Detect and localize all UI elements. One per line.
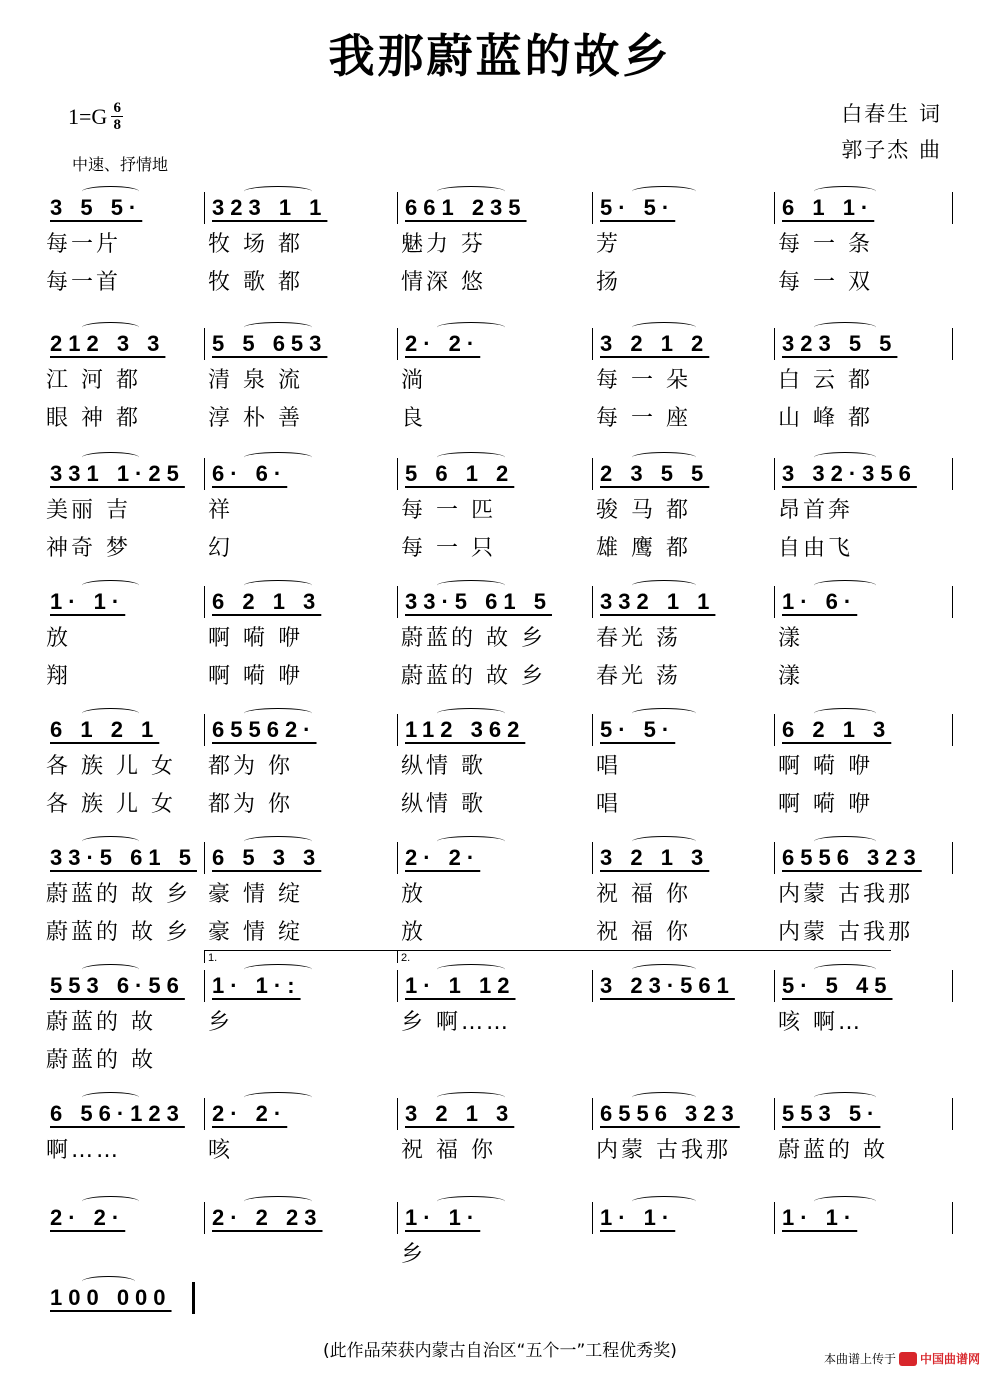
lyric-line-verse-1 — [42, 748, 952, 786]
notation-line — [42, 1196, 952, 1236]
slur-mark — [82, 1196, 139, 1207]
lyric-segment: 都为 你 — [208, 754, 293, 779]
lyric-segment: 蔚蓝的 故 — [778, 1138, 888, 1163]
barline — [204, 192, 205, 224]
lyric-line-verse-2 — [42, 1042, 952, 1080]
measure-notes: 6556 323 — [600, 1101, 740, 1126]
barline — [397, 192, 398, 224]
lyricist-credit: 白春生 词 — [841, 102, 942, 126]
measure-notes: 553 6·56 — [50, 973, 185, 998]
measure-notes: 6 1 1· — [782, 195, 875, 220]
notation-line — [42, 322, 952, 362]
award-footnote: (此作品荣获内蒙古自治区“五个一”工程优秀奖) — [323, 1341, 677, 1361]
lyric-segment: 眼 神 都 — [46, 406, 141, 431]
lyric-line-verse-2 — [42, 400, 952, 438]
measure-notes: 1· 1· — [600, 1205, 676, 1230]
lyric-segment: 祝 福 你 — [596, 920, 691, 945]
lyric-segment: 自由飞 — [778, 536, 854, 561]
barline — [397, 842, 398, 874]
tempo-marking: 中速、抒情地 — [72, 155, 169, 174]
lyric-segment: 各 族 儿 女 — [46, 754, 176, 779]
notation-line — [42, 452, 952, 492]
measure-notes: 100 000 — [50, 1285, 172, 1310]
barline — [952, 328, 953, 360]
lyric-segment: 白 云 都 — [778, 368, 873, 393]
barline — [774, 328, 775, 360]
lyric-segment: 啊 嗬 咿 — [778, 792, 873, 817]
lyric-segment: 清 泉 流 — [208, 368, 303, 393]
slur-mark — [244, 964, 312, 975]
slur-mark — [244, 452, 312, 463]
lyric-line-verse-1 — [42, 1236, 952, 1274]
barline — [952, 1202, 953, 1234]
measure-notes: 3 23·561 — [600, 973, 735, 998]
measure-notes: 1· 1· — [782, 1205, 858, 1230]
notation-line — [42, 186, 952, 226]
slur-mark — [632, 580, 696, 591]
lyric-segment: 春光 荡 — [596, 664, 681, 689]
lyric-segment: 每 一 条 — [778, 232, 873, 257]
lyric-segment: 内蒙 古我那 — [778, 920, 913, 945]
lyric-segment: 都为 你 — [208, 792, 293, 817]
barline — [952, 842, 953, 874]
barline — [204, 970, 205, 1002]
measure-notes: 2 3 5 5 — [600, 461, 710, 486]
slur-mark — [632, 708, 696, 719]
lyric-segment: 豪 情 绽 — [208, 882, 303, 907]
barline — [774, 458, 775, 490]
lyric-segment: 唱 — [596, 792, 622, 817]
measure-notes: 1· 1· — [50, 589, 126, 614]
barline — [592, 1202, 593, 1234]
slur-mark — [82, 322, 139, 333]
lyric-segment: 江 河 都 — [46, 368, 141, 393]
slur-mark — [437, 964, 505, 975]
barline — [397, 970, 398, 1002]
measure-notes: 6· 6· — [212, 461, 288, 486]
lyric-segment: 幻 — [208, 536, 234, 561]
measure-notes: 5· 5 45 — [782, 973, 893, 998]
lyric-line-verse-1 — [42, 620, 952, 658]
barline — [397, 1202, 398, 1234]
measure-notes: 33·5 61 5 — [405, 589, 552, 614]
slur-mark — [632, 836, 696, 847]
barline — [592, 970, 593, 1002]
lyric-segment: 骏 马 都 — [596, 498, 691, 523]
lyric-segment: 蔚蓝的 故 乡 — [401, 626, 546, 651]
barline — [592, 192, 593, 224]
barline — [204, 1202, 205, 1234]
slur-mark — [814, 1092, 876, 1103]
lyric-segment: 放 — [401, 882, 427, 907]
lyric-segment: 情深 悠 — [401, 270, 486, 295]
measure-notes: 323 5 5 — [782, 331, 898, 356]
notation-line — [42, 1092, 952, 1132]
slur-mark — [82, 836, 139, 847]
measure-notes: 661 235 — [405, 195, 527, 220]
barline — [952, 586, 953, 618]
lyric-segment: 内蒙 古我那 — [778, 882, 913, 907]
lyric-segment: 啊 嗬 咿 — [778, 754, 873, 779]
slur-mark — [814, 452, 876, 463]
slur-mark — [632, 964, 696, 975]
lyric-segment: 山 峰 都 — [778, 406, 873, 431]
measure-notes: 6 5 3 3 — [212, 845, 322, 870]
measure-notes: 33·5 61 5 — [50, 845, 197, 870]
score-row — [42, 452, 952, 568]
barline — [774, 970, 775, 1002]
measure-notes: 2· 2· — [212, 1101, 288, 1126]
barline — [204, 328, 205, 360]
site-logo-icon — [899, 1352, 917, 1366]
measure-notes: 6 56·123 — [50, 1101, 185, 1126]
barline — [204, 842, 205, 874]
measure-notes: 5· 5· — [600, 195, 676, 220]
measure-notes: 6 2 1 3 — [782, 717, 892, 742]
slur-mark — [244, 580, 312, 591]
notation-line — [42, 836, 952, 876]
slur-mark — [632, 186, 696, 197]
lyric-segment: 乡 — [401, 1242, 427, 1267]
slur-mark — [632, 452, 696, 463]
site-name: 中国曲谱网 — [919, 1352, 980, 1366]
slur-mark — [82, 964, 139, 975]
slur-mark — [437, 580, 505, 591]
lyric-segment: 纵情 歌 — [401, 792, 486, 817]
lyric-line-verse-1 — [42, 362, 952, 400]
barline — [192, 1282, 195, 1314]
barline — [204, 586, 205, 618]
measure-notes: 65562· — [212, 717, 317, 742]
notation-line — [42, 580, 952, 620]
measure-notes: 3 2 1 2 — [600, 331, 710, 356]
lyric-segment: 淌 — [401, 368, 427, 393]
lyric-line-verse-2 — [42, 264, 952, 302]
lyric-segment: 咳 — [208, 1138, 234, 1163]
measure-notes: 3 32·356 — [782, 461, 917, 486]
lyric-line-verse-2 — [42, 658, 952, 696]
slur-mark — [244, 1092, 312, 1103]
lyric-segment: 漾 — [778, 664, 804, 689]
barline — [397, 1098, 398, 1130]
slur-mark — [814, 186, 876, 197]
lyric-segment: 蔚蓝的 故 乡 — [401, 664, 546, 689]
slur-mark — [632, 1092, 696, 1103]
lyric-segment: 每 一 座 — [596, 406, 691, 431]
score-row — [42, 580, 952, 696]
barline — [952, 192, 953, 224]
score-row — [42, 1092, 952, 1208]
slur-mark — [437, 708, 505, 719]
notation-line — [42, 708, 952, 748]
key-signature — [68, 100, 123, 133]
lyric-segment: 乡 — [208, 1010, 234, 1035]
lyric-segment: 昂首奔 — [778, 498, 854, 523]
key-label: 1=G — [68, 103, 108, 129]
measure-notes: 553 5· — [782, 1101, 881, 1126]
lyric-line-verse-1 — [42, 226, 952, 264]
barline — [397, 586, 398, 618]
lyric-line-verse-1 — [42, 876, 952, 914]
barline — [592, 328, 593, 360]
measure-notes: 6 1 2 1 — [50, 717, 160, 742]
composer-credit: 郭子杰 曲 — [841, 138, 942, 162]
lyric-segment: 翔 — [46, 664, 72, 689]
measure-notes: 2· 2· — [50, 1205, 126, 1230]
measure-notes: 5· 5· — [600, 717, 676, 742]
lyric-segment: 每 一 只 — [401, 536, 496, 561]
lyric-segment: 每 一 匹 — [401, 498, 496, 523]
score-row — [42, 836, 952, 952]
lyric-segment: 内蒙 古我那 — [596, 1138, 731, 1163]
lyric-segment: 啊 嗬 咿 — [208, 664, 303, 689]
measure-notes: 3 2 1 3 — [600, 845, 710, 870]
lyric-segment: 美丽 吉 — [46, 498, 131, 523]
lyric-segment: 春光 荡 — [596, 626, 681, 651]
lyric-line-verse-2 — [42, 914, 952, 952]
upload-credit — [824, 1350, 980, 1367]
lyric-segment: 祥 — [208, 498, 234, 523]
volta-bracket: 1. — [204, 950, 398, 963]
volta-bracket: 2. — [397, 950, 891, 963]
barline — [397, 458, 398, 490]
lyric-segment: 扬 — [596, 270, 622, 295]
lyric-segment: 咳 啊… — [778, 1010, 863, 1035]
lyric-segment: 漾 — [778, 626, 804, 651]
lyric-segment: 放 — [46, 626, 72, 651]
measure-notes: 5 5 653 — [212, 331, 328, 356]
lyric-segment: 放 — [401, 920, 427, 945]
barline — [592, 586, 593, 618]
slur-mark — [82, 452, 139, 463]
barline — [592, 1098, 593, 1130]
lyric-segment: 纵情 歌 — [401, 754, 486, 779]
lyric-line-verse-1 — [42, 1004, 952, 1042]
slur-mark — [437, 1196, 505, 1207]
barline — [952, 714, 953, 746]
measure-notes: 1· 6· — [782, 589, 858, 614]
lyric-segment: 蔚蓝的 故 乡 — [46, 882, 191, 907]
lyric-segment: 牧 场 都 — [208, 232, 303, 257]
barline — [774, 842, 775, 874]
slur-mark — [82, 580, 139, 591]
slur-mark — [82, 186, 139, 197]
lyric-segment: 雄 鹰 都 — [596, 536, 691, 561]
barline — [774, 1202, 775, 1234]
lyric-segment: 魅力 芬 — [401, 232, 486, 257]
lyric-segment: 每 一 双 — [778, 270, 873, 295]
measure-notes: 2· 2· — [405, 845, 481, 870]
slur-mark — [244, 1196, 312, 1207]
measure-notes: 6 2 1 3 — [212, 589, 322, 614]
measure-notes: 2· 2· — [405, 331, 481, 356]
slur-mark — [437, 1092, 505, 1103]
lyric-segment: 啊 嗬 咿 — [208, 626, 303, 651]
lyric-segment: 唱 — [596, 754, 622, 779]
barline — [592, 842, 593, 874]
lyric-segment: 各 族 儿 女 — [46, 792, 176, 817]
slur-mark — [632, 1196, 696, 1207]
lyric-segment: 神奇 梦 — [46, 536, 131, 561]
time-signature — [111, 100, 123, 133]
barline — [204, 1098, 205, 1130]
lyric-line-verse-1 — [42, 492, 952, 530]
lyric-segment: 祝 福 你 — [596, 882, 691, 907]
barline — [592, 714, 593, 746]
measure-notes: 332 1 1 — [600, 589, 716, 614]
score-row — [42, 952, 952, 1080]
lyric-segment: 每一片 — [46, 232, 122, 257]
lyric-segment: 豪 情 绽 — [208, 920, 303, 945]
slur-mark — [814, 1196, 876, 1207]
measure-notes: 1· 1· — [405, 1205, 481, 1230]
notation-line — [42, 952, 952, 1004]
lyric-segment: 牧 歌 都 — [208, 270, 303, 295]
notation-line — [42, 1276, 952, 1316]
slur-mark — [814, 580, 876, 591]
slur-mark — [244, 708, 312, 719]
slur-mark — [814, 708, 876, 719]
measure-notes: 6556 323 — [782, 845, 922, 870]
slur-mark — [437, 452, 505, 463]
lyric-segment: 淳 朴 善 — [208, 406, 303, 431]
slur-mark — [437, 836, 505, 847]
barline — [204, 458, 205, 490]
slur-mark — [244, 836, 312, 847]
barline — [774, 714, 775, 746]
barline — [952, 970, 953, 1002]
measure-notes: 212 3 3 — [50, 331, 166, 356]
lyric-segment: 蔚蓝的 故 乡 — [46, 920, 191, 945]
lyric-line-verse-1 — [42, 1132, 952, 1170]
slur-mark — [437, 186, 505, 197]
barline — [774, 1098, 775, 1130]
measure-notes: 1· 1·: — [212, 973, 301, 998]
slur-mark — [82, 1092, 139, 1103]
measure-notes: 331 1·25 — [50, 461, 185, 486]
upload-text: 本曲谱上传于 — [823, 1352, 896, 1366]
lyric-segment: 祝 福 你 — [401, 1138, 496, 1163]
barline — [397, 714, 398, 746]
lyric-segment: 蔚蓝的 故 — [46, 1048, 156, 1073]
barline — [774, 192, 775, 224]
score-row — [42, 322, 952, 438]
barline — [952, 1098, 953, 1130]
time-signature-bottom: 8 — [113, 117, 122, 133]
barline — [774, 586, 775, 618]
barline — [204, 714, 205, 746]
score-row — [42, 186, 952, 302]
slur-mark — [632, 322, 696, 333]
barline — [952, 458, 953, 490]
song-title: 我那蔚蓝的故乡 — [328, 29, 672, 83]
slur-mark — [82, 1276, 135, 1287]
lyric-segment: 芳 — [596, 232, 622, 257]
barline — [397, 328, 398, 360]
slur-mark — [244, 322, 312, 333]
measure-notes: 112 362 — [405, 717, 526, 742]
measure-notes: 3 2 1 3 — [405, 1101, 515, 1126]
lyric-line-verse-2 — [42, 786, 952, 824]
slur-mark — [244, 186, 312, 197]
lyric-segment: 啊…… — [46, 1138, 122, 1163]
lyric-line-verse-2 — [42, 530, 952, 568]
time-signature-top: 6 — [113, 100, 122, 116]
lyric-segment: 每一首 — [46, 270, 122, 295]
slur-mark — [814, 964, 876, 975]
lyric-segment: 蔚蓝的 故 — [46, 1010, 156, 1035]
score-row — [42, 708, 952, 824]
measure-notes: 323 1 1 — [212, 195, 328, 220]
lyric-segment: 乡 啊…… — [401, 1010, 511, 1035]
barline — [592, 458, 593, 490]
measure-notes: 1· 1 12 — [405, 973, 516, 998]
measure-notes: 3 5 5· — [50, 195, 143, 220]
slur-mark — [814, 322, 876, 333]
lyric-segment: 良 — [401, 406, 427, 431]
measure-notes: 2· 2 23 — [212, 1205, 323, 1230]
measure-notes: 5 6 1 2 — [405, 461, 515, 486]
slur-mark — [814, 836, 876, 847]
slur-mark — [437, 322, 505, 333]
lyric-segment: 每 一 朵 — [596, 368, 691, 393]
slur-mark — [82, 708, 139, 719]
